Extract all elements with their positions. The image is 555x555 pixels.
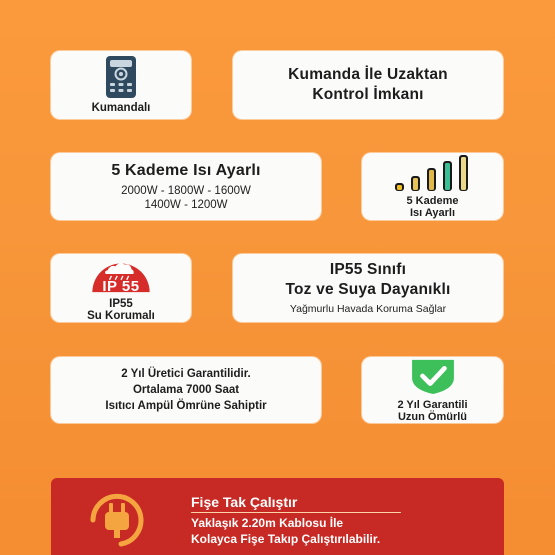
remote-info-card <box>233 51 503 119</box>
plug-banner <box>51 478 504 555</box>
warranty-info-line1: 2 Yıl Üretici Garantilidir. <box>121 368 251 380</box>
remote-label: Kumandalı <box>91 102 151 114</box>
warranty-card-line2: Uzun Ömürlü <box>397 411 468 423</box>
ip-info-line1: IP55 Sınıfı <box>329 261 407 278</box>
ip-card-line2: Su Korumalı <box>87 310 155 322</box>
remote-info-line2: Kontrol İmkanı <box>312 86 424 103</box>
ip-info-card <box>233 254 503 322</box>
heat-info-card <box>51 153 321 220</box>
heat-card-line1: 5 Kademe <box>406 195 459 207</box>
heat-info-line1: 2000W - 1800W - 1600W <box>121 185 251 197</box>
ip-card-line1: IP55 <box>109 298 133 310</box>
remote-card <box>51 51 191 119</box>
check-shield-icon <box>405 357 461 395</box>
heat-info-line2: 1400W - 1200W <box>144 199 228 211</box>
heat-card <box>362 153 503 220</box>
warranty-card-line1: 2 Yıl Garantili <box>397 399 468 411</box>
heat-card-line2: Isı Ayarlı <box>409 207 456 219</box>
warranty-info-line2: Ortalama 7000 Saat <box>132 384 240 396</box>
remote-control-icon <box>99 54 143 100</box>
signal-bars-icon <box>393 154 473 192</box>
warranty-info-line3: Isıtıcı Ampül Ömrüne Sahiptir <box>105 400 267 412</box>
ip-card <box>51 254 191 322</box>
heat-info-title: 5 Kademe Isı Ayarlı <box>111 162 261 179</box>
banner-line2: Kolayca Fişe Takıp Çalıştırılabilir. <box>191 532 381 546</box>
banner-title: Fişe Tak Çalıştır <box>191 494 298 510</box>
ip-info-line3: Yağmurlu Havada Koruma Sağlar <box>289 303 447 315</box>
ip-badge-text: IP 55 <box>102 278 140 295</box>
banner-line1: Yaklaşık 2.20m Kablosu İle <box>191 516 344 530</box>
plug-icon <box>81 490 161 550</box>
banner-divider <box>191 512 401 513</box>
remote-info-line1: Kumanda İle Uzaktan <box>288 66 448 83</box>
warranty-info-card <box>51 357 321 423</box>
warranty-card <box>362 357 503 423</box>
ip-info-line2: Toz ve Suya Dayanıklı <box>285 281 451 298</box>
